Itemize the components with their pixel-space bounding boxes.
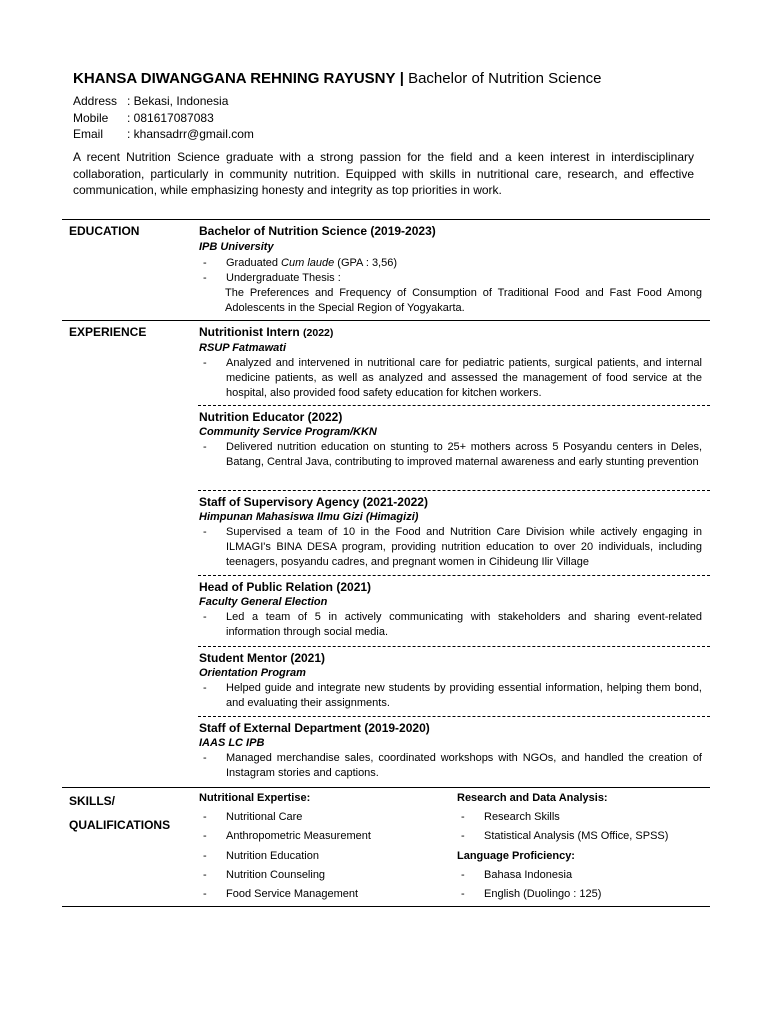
entry-divider [198,575,710,576]
role-description: Delivered nutrition education on stunting to 25+ mothers across 5 Posyandu centers in Deles, Batang, Central Java, contributing to improved maternal awareness and early stunting prevention [226,441,702,468]
role-details [199,525,702,570]
contact-value: : 081617087083 [127,110,214,125]
role-title: Student Mentor (2021) [199,651,326,665]
entry-body [199,322,702,401]
school-name: IPB University [199,241,274,253]
entry-divider [198,490,710,491]
list-item [199,271,702,286]
thesis-title: The Preferences and Frequency of Consumption of Traditional Food and Fast Food Among Adolescents in the Special Region of Yogyakarta. [225,287,702,314]
gpa-value: (GPA : 3,56) [334,257,398,269]
section-divider [62,787,710,788]
list-item [199,610,702,640]
organization: Community Service Program/KKN [199,426,377,438]
contact-value: : Bekasi, Indonesia [127,94,229,108]
resume-header [73,68,713,143]
section-title-education: EDUCATION [69,224,140,238]
skill-item [457,827,707,846]
list-item [199,440,702,470]
section-title-experience: EXPERIENCE [69,325,147,339]
dash-bullet: - [203,868,207,881]
role-title: Staff of Supervisory Agency (2021-2022) [199,495,428,509]
skill-label: Food Service Management [226,888,359,901]
role-description: Led a team of 5 in actively communicating with stakeholders and sharing event-related information through social media. [226,611,702,638]
organization: Faculty General Election [199,596,328,608]
skills-title-line2: QUALIFICATIONS [69,818,171,832]
skill-item [457,885,707,904]
role-name: Nutritionist Intern [199,325,300,339]
skill-heading: Nutritional Expertise: [199,792,311,804]
list-item [199,356,702,401]
skill-heading: Research and Data Analysis: [457,792,608,804]
entry-body [199,718,702,781]
role-title [199,324,702,341]
skill-heading: Language Proficiency: [457,849,575,862]
organization: RSUP Fatmawati [199,342,287,354]
skill-label: Nutritional Care [226,811,303,823]
dash-bullet: - [203,357,207,369]
skill-item [457,866,707,885]
role-details [199,751,702,781]
dash-bullet: - [203,830,207,843]
contact-label: Email [73,127,104,141]
role-title: Nutrition Educator (2022) [199,410,343,424]
education-body [199,221,702,316]
role-details [199,356,702,401]
role-details [199,440,702,470]
role-title: Head of Public Relation (2021) [199,580,372,594]
dash-bullet: - [203,752,207,764]
dash-bullet: - [203,272,207,284]
dash-bullet: - [461,811,465,823]
contact-row-mobile [73,110,713,127]
contact-row-address [73,93,713,110]
list-item [199,681,702,711]
entry-divider [198,405,710,406]
skill-label: English (Duolingo : 125) [484,887,602,900]
research-language-column [457,789,707,904]
profile-summary: A recent Nutrition Science graduate with a strong passion for the field and a keen interest in interdisciplinary collaboration, particularly in community nutrition. Equipped with skills in nutritional care, research, and effective communication, while emphasizing honesty and integrity as top priorities in work. [73,150,694,197]
organization: Orientation Program [199,667,306,679]
thesis-label: Undergraduate Thesis : [226,272,341,284]
skill-item [199,847,454,866]
dash-bullet: - [203,849,207,862]
skills-section [62,789,710,905]
entry-divider [198,716,710,717]
dash-bullet: - [203,441,207,453]
list-item [199,751,702,781]
section-title-skills [69,789,170,837]
dash-bullet: - [203,611,207,623]
role-year: (2022) [303,327,334,339]
entry-body [199,492,702,570]
entry-body [199,407,702,470]
contact-label: Address [73,94,118,108]
entry-body [199,577,702,640]
dash-bullet: - [203,888,207,901]
skill-label: Nutrition Counseling [226,868,326,881]
skill-item [199,885,454,904]
education-details [199,256,702,286]
section-divider [62,219,710,220]
education-section [62,221,710,319]
dash-bullet: - [203,526,207,538]
entry-body [199,648,702,711]
candidate-name: KHANSA DIWANGGANA REHNING RAYUSNY [73,70,396,87]
skill-item [199,866,454,885]
name-separator: | [399,70,404,87]
nutritional-expertise-column [199,789,454,904]
contact-info [73,93,713,143]
skills-title-line1: SKILLS/ [69,794,116,808]
section-divider [62,320,710,321]
entry-divider [198,646,710,647]
role-details [199,610,702,640]
candidate-degree: Bachelor of Nutrition Science [408,70,602,87]
gpa-honor: Cum laude [281,257,335,269]
contact-row-email [73,126,713,143]
skill-item [199,827,454,846]
contact-label: Mobile [73,110,109,125]
skill-item [457,808,707,827]
dash-bullet: - [203,682,207,694]
skill-item [199,808,454,827]
skill-label: Bahasa Indonesia [484,868,573,881]
degree-title: Bachelor of Nutrition Science (2019-2023) [199,224,436,238]
skill-label: Research Skills [484,811,560,823]
role-title: Staff of External Department (2019-2020) [199,721,430,735]
list-item [199,256,702,271]
skill-label: Nutrition Education [226,849,319,862]
section-divider [62,906,710,907]
role-description: Analyzed and intervened in nutritional care for pediatric patients, surgical patients, and internal medicine patients, as well as analyzed and assessed the management of food service at the hospital, also provided food safety education for kitchen workers. [226,357,702,399]
role-details [199,681,702,711]
dash-bullet: - [461,868,465,881]
dash-bullet: - [203,811,207,823]
list-item [199,525,702,570]
organization: IAAS LC IPB [199,737,265,749]
dash-bullet: - [203,257,207,269]
organization: Himpunan Mahasiswa Ilmu Gizi (Himagizi) [199,511,419,523]
gpa-prefix: Graduated [226,257,282,269]
dash-bullet: - [461,887,465,900]
role-description: Supervised a team of 10 in the Food and Nutrition Care Division while actively engaging in ILMAGI's BINA DESA program, providing nutrition education to over 20 individuals, including teenagers, posyandu cadres, and pregnant women in Cihideung Ilir Village [226,526,702,568]
name-line [73,68,713,90]
skill-label: Anthropometric Measurement [226,830,371,843]
role-description: Helped guide and integrate new students by providing essential information, helping them bond, and evaluating their assignments. [226,682,702,709]
contact-value: : khansadrr@gmail.com [127,127,254,141]
skill-label: Statistical Analysis (MS Office, SPSS) [484,830,669,843]
role-description: Managed merchandise sales, coordinated workshops with NGOs, and handled the creation of Instagram stories and captions. [226,752,702,779]
dash-bullet: - [461,830,465,843]
